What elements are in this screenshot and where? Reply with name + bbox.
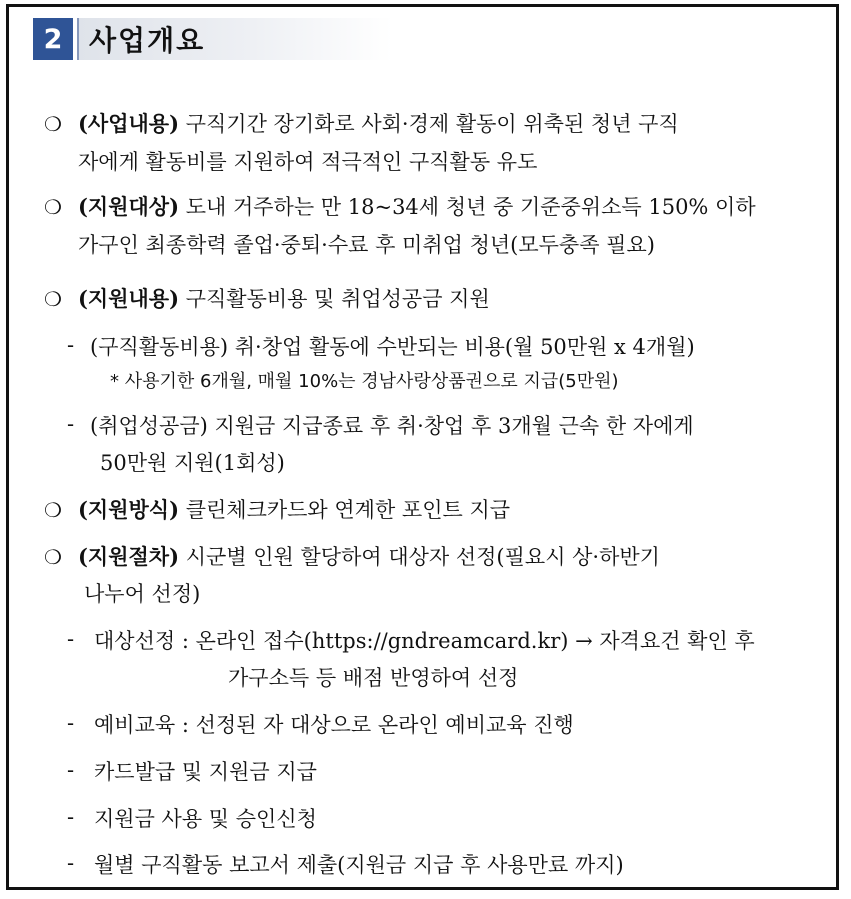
sub-text-continued: 50만원 지원(1회성) <box>100 451 285 475</box>
sub-success-fund: (취업성공금) 지원금 지급종료 후 취·창업 후 3개월 근속 한 자에게 <box>90 414 694 438</box>
proc-approval: 지원금 사용 및 승인신청 <box>94 807 317 831</box>
bullet-icon: ❍ <box>44 112 62 136</box>
item-label: (지원내용) <box>78 286 180 311</box>
section-title: 사업개요 <box>77 18 393 60</box>
item-method <box>78 496 510 524</box>
dash-marker: - <box>67 627 75 651</box>
item-text: 도내 거주하는 만 18~34세 청년 중 기준중위소득 150% 이하 <box>185 195 756 219</box>
proc-pre-education: 예비교육 : 선정된 자 대상으로 온라인 예비교육 진행 <box>94 713 574 737</box>
dash-marker: - <box>67 333 75 357</box>
item-procedure <box>78 543 660 571</box>
item-text-continued: 가구인 최종학력 졸업·중퇴·수료 후 미취업 청년(모두충족 필요) <box>78 233 655 257</box>
dash-marker: - <box>67 758 75 782</box>
section-header <box>33 18 393 62</box>
dash-marker: - <box>67 851 75 875</box>
sub-note: * 사용기한 6개월, 매월 10%는 경남사랑상품권으로 지급(5만원) <box>110 371 619 392</box>
item-text: 시군별 인원 할당하여 대상자 선정(필요시 상·하반기 <box>185 545 660 569</box>
item-label: (지원방식) <box>78 497 180 522</box>
proc-monthly-report: 월별 구직활동 보고서 제출(지원금 지급 후 사용만료 까지) <box>94 853 624 877</box>
bullet-icon: ❍ <box>44 195 62 219</box>
item-label: (지원절차) <box>78 544 180 569</box>
item-business <box>78 110 813 138</box>
dash-marker: - <box>67 412 75 436</box>
proc-text-continued: 가구소득 등 배점 반영하여 선정 <box>228 666 519 690</box>
item-text: 구직기간 장기화로 사회·경제 활동이 위축된 청년 구직 <box>185 112 679 136</box>
item-target <box>78 193 813 221</box>
bullet-icon: ❍ <box>44 498 62 522</box>
bullet-icon: ❍ <box>44 545 62 569</box>
dash-marker: - <box>67 805 75 829</box>
dash-marker: - <box>67 711 75 735</box>
item-text: 클린체크카드와 연계한 포인트 지급 <box>185 498 511 522</box>
item-content <box>78 285 490 313</box>
sub-job-cost: (구직활동비용) 취·창업 활동에 수반되는 비용(월 50만원 x 4개월) <box>90 335 695 359</box>
section-number: 2 <box>33 18 73 60</box>
item-text-continued: 나누어 선정) <box>84 582 201 606</box>
item-text: 구직활동비용 및 취업성공금 지원 <box>185 287 490 311</box>
item-text-continued: 자에게 활동비를 지원하여 적극적인 구직활동 유도 <box>78 150 538 174</box>
item-label: (지원대상) <box>78 194 180 219</box>
item-label: (사업내용) <box>78 111 180 136</box>
bullet-icon: ❍ <box>44 287 62 311</box>
proc-selection: 대상선정 : 온라인 접수(https://gndreamcard.kr) → 자격요건 확인 후 <box>94 629 755 653</box>
proc-card-issue: 카드발급 및 지원금 지급 <box>94 760 317 784</box>
